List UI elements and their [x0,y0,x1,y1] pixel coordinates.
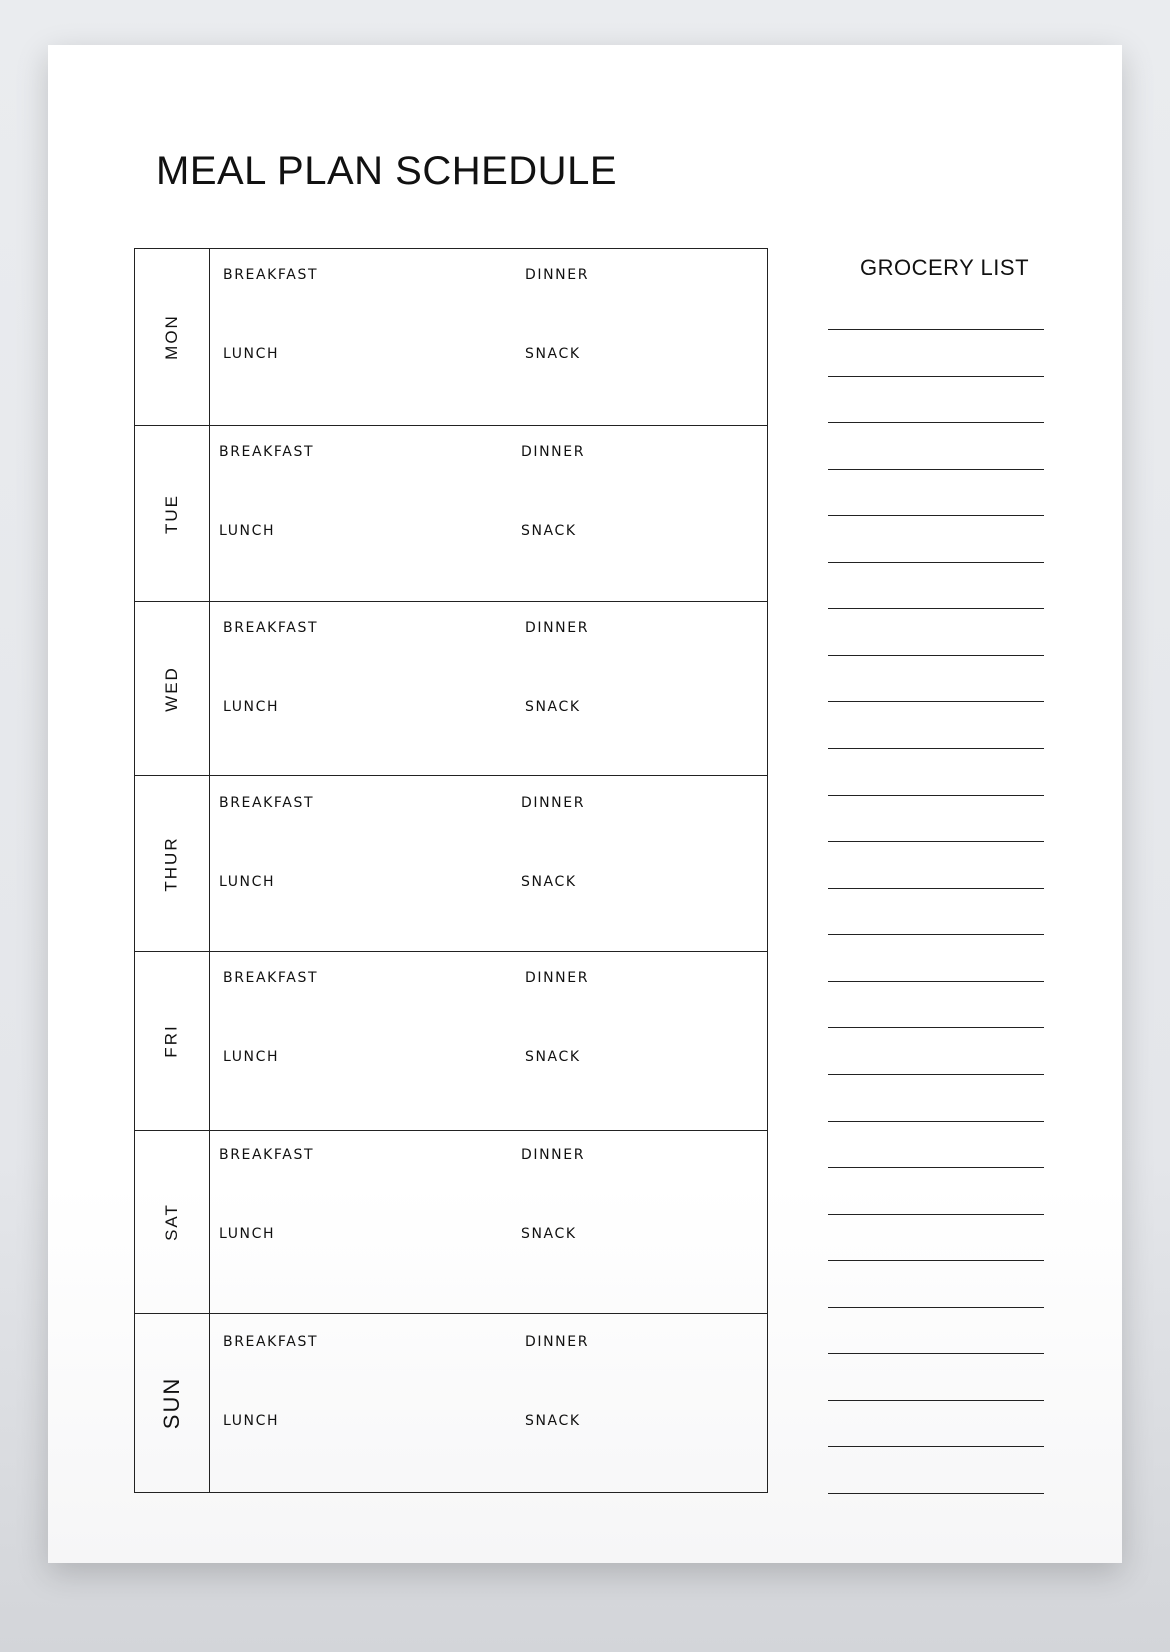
breakfast-label: BREAKFAST [223,970,319,986]
day-label: MON [161,314,181,360]
grocery-line [828,934,1044,935]
grocery-line [828,841,1044,842]
breakfast-label: BREAKFAST [219,444,315,460]
grocery-line [828,562,1044,563]
day-label: WED [161,665,181,712]
snack-label: SNACK [525,1049,581,1065]
grocery-line [828,888,1044,889]
grocery-line [828,1400,1044,1401]
planner-sheet [48,45,1122,1563]
grocery-line [828,329,1044,330]
grocery-line [828,1121,1044,1122]
grocery-line [828,1214,1044,1215]
day-row-sat [135,1130,767,1313]
breakfast-label: BREAKFAST [223,620,319,636]
lunch-label: LUNCH [219,523,276,539]
breakfast-label: BREAKFAST [223,267,319,283]
grocery-list-title: GROCERY LIST [860,255,1030,280]
grocery-line [828,1446,1044,1447]
snack-label: SNACK [525,1413,581,1429]
dinner-label: DINNER [521,1147,586,1163]
dinner-label: DINNER [521,795,586,811]
dinner-label: DINNER [525,267,590,283]
lunch-label: LUNCH [223,699,280,715]
grocery-line [828,795,1044,796]
day-row-mon [135,249,767,425]
grocery-line [828,515,1044,516]
day-row-fri [135,951,767,1130]
grocery-line [828,1307,1044,1308]
day-label: SAT [162,1203,181,1241]
grocery-line [828,469,1044,470]
grocery-line [828,701,1044,702]
grocery-line [828,748,1044,749]
day-label: FRI [161,1024,181,1058]
page-title: MEAL PLAN SCHEDULE [156,149,617,193]
lunch-label: LUNCH [223,1049,280,1065]
grocery-line [828,981,1044,982]
grocery-line [828,1493,1044,1494]
grocery-line [828,422,1044,423]
lunch-label: LUNCH [223,346,280,362]
lunch-label: LUNCH [219,1226,276,1242]
day-row-sun [135,1313,767,1491]
day-label: THUR [162,835,181,892]
day-row-wed [135,601,767,775]
meal-plan-table [134,248,768,1493]
day-row-tue [135,425,767,601]
breakfast-label: BREAKFAST [223,1334,319,1350]
grocery-line [828,1260,1044,1261]
grocery-line [828,1027,1044,1028]
dinner-label: DINNER [525,970,590,986]
dinner-label: DINNER [521,444,586,460]
snack-label: SNACK [521,523,577,539]
day-label: SUN [158,1376,184,1429]
grocery-line [828,1074,1044,1075]
lunch-label: LUNCH [223,1413,280,1429]
day-row-thur [135,775,767,951]
snack-label: SNACK [525,699,581,715]
grocery-line [828,608,1044,609]
snack-label: SNACK [521,874,577,890]
grocery-line [828,655,1044,656]
dinner-label: DINNER [525,620,590,636]
snack-label: SNACK [525,346,581,362]
day-label: TUE [162,493,181,534]
snack-label: SNACK [521,1226,577,1242]
breakfast-label: BREAKFAST [219,1147,315,1163]
grocery-line [828,1167,1044,1168]
breakfast-label: BREAKFAST [219,795,315,811]
dinner-label: DINNER [525,1334,590,1350]
lunch-label: LUNCH [219,874,276,890]
grocery-line [828,1353,1044,1354]
grocery-line [828,376,1044,377]
